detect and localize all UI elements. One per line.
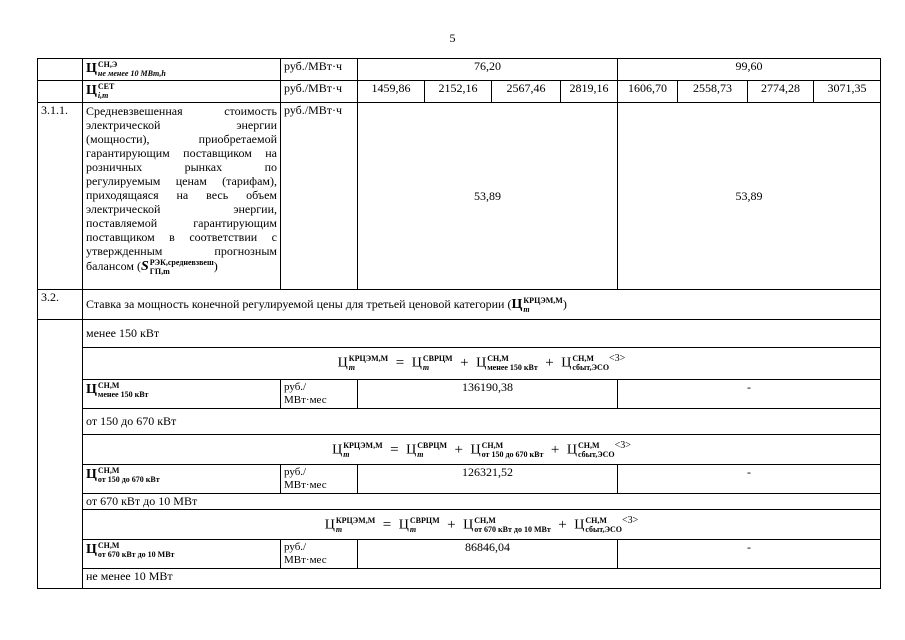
value-cell: 136190,38 <box>358 380 618 409</box>
value-cell: 53,89 <box>358 103 618 290</box>
row-number-cell <box>38 59 83 81</box>
value-cell: 86846,04 <box>358 540 618 569</box>
value-cell: 3071,35 <box>814 81 881 103</box>
table-row <box>38 59 881 81</box>
description-line: поставщиком в соответствии с <box>86 230 277 244</box>
value-cell: 53,89 <box>618 103 881 290</box>
tariff-table <box>37 58 881 589</box>
table-row <box>38 569 881 589</box>
group-label: менее 150 кВт <box>83 320 881 348</box>
formula: ЦКРЦЭМ,М m = ЦСВРЦМ m + ЦСН,М от 670 кВт до 10 МВт + ЦСН,М сбыт,ЭСО$^{<3>}$ <box>83 510 881 540</box>
value-cell: 2819,16 <box>561 81 618 103</box>
value-cell: 1606,70 <box>618 81 678 103</box>
description-line: электрической энергии, <box>86 202 277 216</box>
table-row <box>38 465 881 494</box>
row-number-cell <box>38 81 83 103</box>
group-label: не менее 10 МВт <box>83 569 881 589</box>
description-line: электрической энергии <box>86 118 277 132</box>
value-cell: - <box>618 380 881 409</box>
value-cell: 2567,46 <box>492 81 561 103</box>
table-row <box>38 435 881 465</box>
description-line: Средневзвешенная стоимость <box>86 104 277 118</box>
value-cell: 2152,16 <box>425 81 492 103</box>
formula: ЦКРЦЭМ,М m = ЦСВРЦМ m + ЦСН,М от 150 до 670 кВт + ЦСН,М сбыт,ЭСО$^{<3>}$ <box>83 435 881 465</box>
value-cell: - <box>618 540 881 569</box>
table-row <box>38 540 881 569</box>
description-line: регулируемым ценам (тарифам), <box>86 174 277 188</box>
value-cell: - <box>618 465 881 494</box>
value-cell: 2774,28 <box>748 81 814 103</box>
description-line: розничных рынках по <box>86 160 277 174</box>
symbol-cell <box>83 81 281 103</box>
value-cell: 126321,52 <box>358 465 618 494</box>
row-number-cell: 3.2. <box>38 290 83 320</box>
table-row <box>38 409 881 435</box>
price-symbol: ЦСЕТ i,m <box>86 82 115 100</box>
table-row <box>38 81 881 103</box>
value-cell: 76,20 <box>358 59 618 81</box>
symbol-cell <box>83 540 281 569</box>
description-line: балансом (SРЭК,средневзвеш ГП,m ) <box>86 258 218 276</box>
symbol-cell <box>83 380 281 409</box>
group-label: от 150 до 670 кВт <box>83 409 881 435</box>
description-cell <box>83 103 281 290</box>
unit-cell: руб./МВт·ч <box>281 81 358 103</box>
table-row <box>38 380 881 409</box>
table-row <box>38 510 881 540</box>
description-line: приходящаяся на весь объем <box>86 188 277 202</box>
group-label: от 670 кВт до 10 МВт <box>83 494 881 510</box>
formula: ЦКРЦЭМ,М m = ЦСВРЦМ m + ЦСН,М менее 150 кВт + ЦСН,М сбыт,ЭСО$^{<3>}$ <box>83 348 881 380</box>
page-number: 5 <box>449 31 456 45</box>
value-cell: 99,60 <box>618 59 881 81</box>
symbol-cell <box>83 465 281 494</box>
description-line: поставляемой гарантирующим <box>86 216 277 230</box>
symbol-cell <box>83 59 281 81</box>
unit-cell: руб./ МВт·мес <box>281 540 358 569</box>
table-row <box>38 494 881 510</box>
unit-cell: руб./ МВт·мес <box>281 380 358 409</box>
description-line: гарантирующим поставщиком на <box>86 146 277 160</box>
row-number-cell: 3.1.1. <box>38 103 83 290</box>
price-symbol: ЦСН,М от 670 кВт до 10 МВт <box>86 541 175 559</box>
description-line: (мощности), приобретаемой <box>86 132 277 146</box>
value-cell: 2558,73 <box>678 81 748 103</box>
unit-cell: руб./МВт·ч <box>281 103 358 290</box>
description-line: утвержденным прогнозным <box>86 244 277 258</box>
row-number-cell <box>38 320 83 589</box>
section-title: Ставка за мощность конечной регулируемой цены для третьей ценовой категории (ЦКРЦЭМ,М m ) <box>83 290 881 320</box>
price-symbol: ЦСН,М менее 150 кВт <box>86 381 149 399</box>
unit-cell: руб./ МВт·мес <box>281 465 358 494</box>
price-symbol: ЦСН,Э не менее 10 МВт,h <box>86 60 166 78</box>
value-cell: 1459,86 <box>358 81 425 103</box>
unit-cell: руб./МВт·ч <box>281 59 358 81</box>
table-row <box>38 290 881 320</box>
price-symbol: ЦСН,М от 150 до 670 кВт <box>86 466 160 484</box>
table-row <box>38 348 881 380</box>
table-row <box>38 320 881 348</box>
table-row <box>38 103 881 290</box>
